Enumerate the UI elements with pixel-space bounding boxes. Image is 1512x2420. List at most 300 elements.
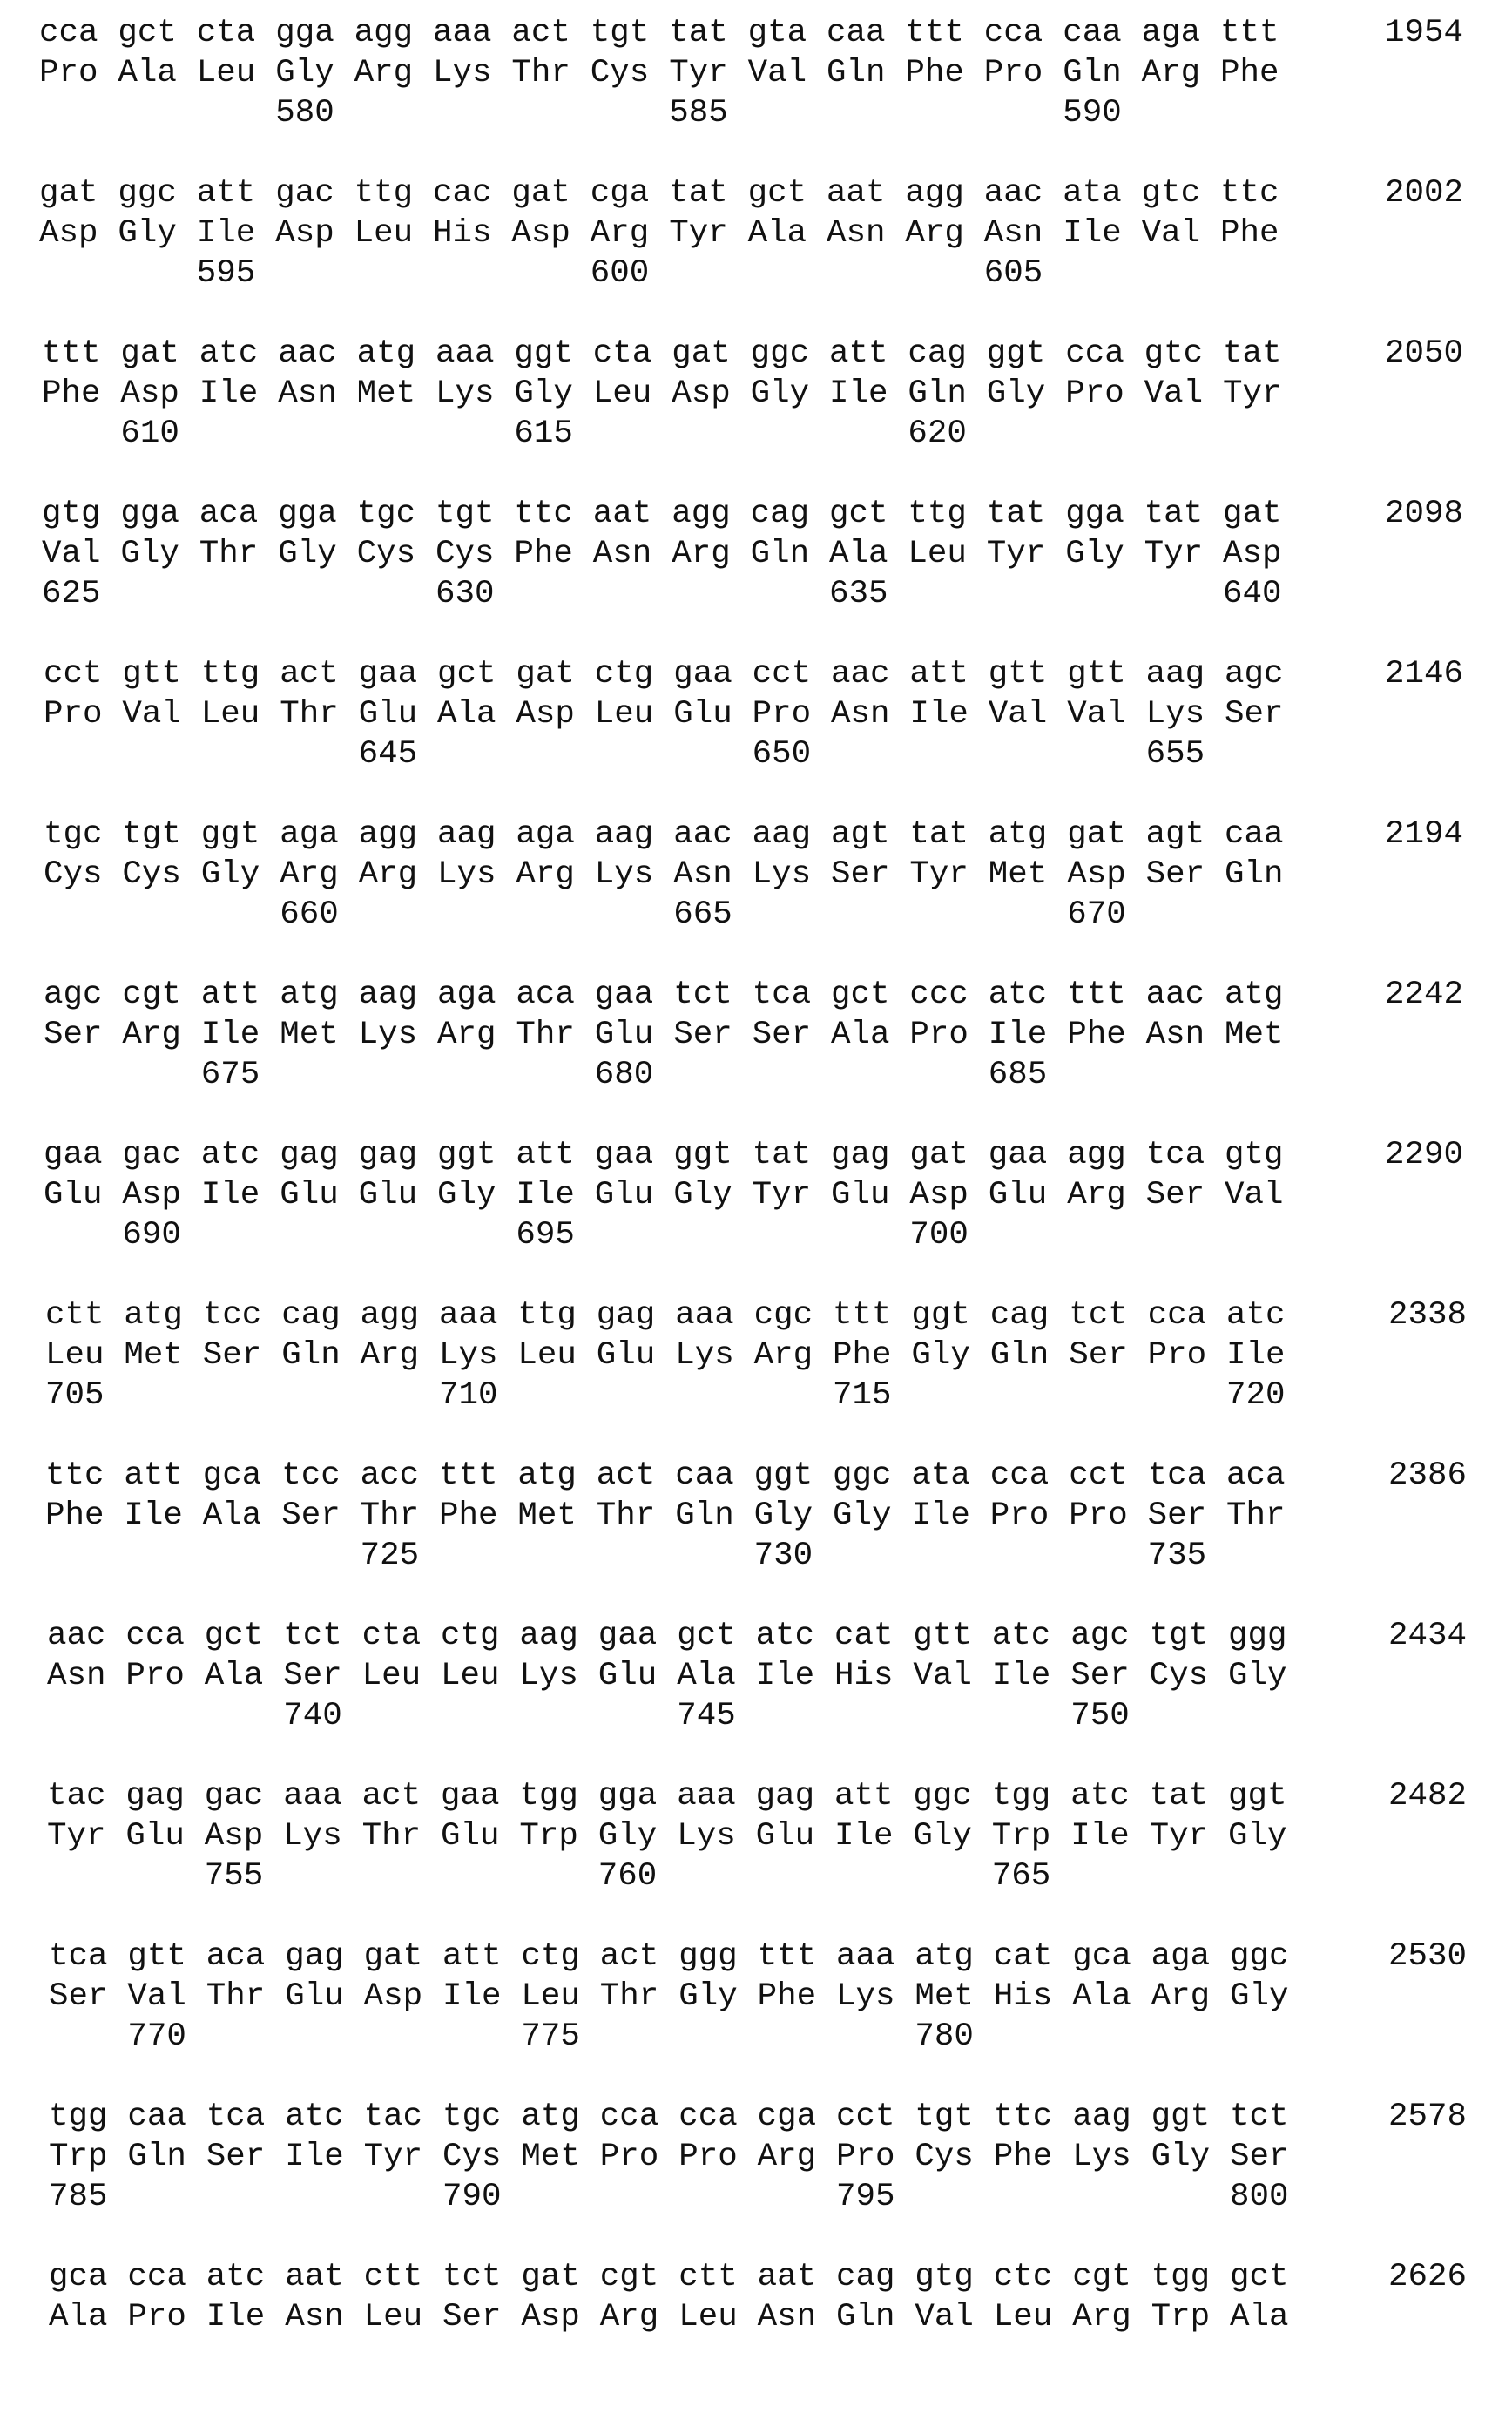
codon: gac [275,175,334,212]
residue-number: 765 [991,1858,1051,1895]
amino-acid: Met [915,1978,974,2015]
codon: ctt [363,2259,423,2295]
amino-acid: Gly [1065,536,1124,572]
residue-number: 735 [1147,1538,1207,1574]
codon: att [829,335,888,372]
residue-number: 785 [49,2179,108,2215]
amino-acid: Ser [1145,1177,1205,1213]
amino-acid: Leu [678,2299,738,2336]
codon: agt [1145,816,1205,853]
codon: aaa [836,1938,895,1975]
amino-acid: Arg [358,856,418,893]
codon: ggt [514,335,573,372]
amino-acid: Ser [673,1017,732,1053]
amino-acid: Glu [358,696,418,733]
amino-acid: Ser [283,1658,342,1694]
codon: gca [49,2259,108,2295]
residue-number: 705 [45,1377,105,1414]
codon: tct [442,2259,502,2295]
amino-acid: Asp [909,1177,969,1213]
amino-acid: Tyr [669,55,728,91]
codon: gaa [594,1137,654,1173]
amino-acid: Lys [836,1978,895,2015]
codon: ttc [993,2099,1053,2135]
amino-acid: Glu [125,1818,185,1855]
codon: cca [125,1618,185,1654]
codon: aag [1145,656,1205,693]
codon: aat [285,2259,344,2295]
nucleotide-position: 2098 [1385,496,1464,532]
amino-acid: Ala [831,1017,890,1053]
codon: cag [750,496,810,532]
amino-acid: Asn [827,215,886,252]
codon: cca [983,15,1043,51]
codon: aat [592,496,652,532]
codon: gga [1065,496,1124,532]
amino-acid: Lys [677,1818,736,1855]
amino-acid: Asp [275,215,334,252]
amino-acid: Asp [122,1177,181,1213]
amino-acid: Ile [199,375,259,412]
amino-acid: Met [521,2139,580,2175]
residue-number: 700 [909,1217,969,1254]
codon: gtc [1141,175,1201,212]
amino-acid: Ser [202,1337,262,1374]
amino-acid: Ala [829,536,888,572]
codon: cct [836,2099,895,2135]
codon: aac [47,1618,106,1654]
amino-acid: Arg [1151,1978,1211,2015]
amino-acid: Leu [592,375,652,412]
codon: ctg [441,1618,500,1654]
codon: agc [1070,1618,1130,1654]
residue-number: 620 [908,416,967,452]
amino-acid: Phe [1067,1017,1126,1053]
amino-acid: Gly [1228,1658,1287,1694]
amino-acid: Gly [597,1818,658,1855]
amino-acid: Pro [678,2139,738,2175]
codon: agg [360,1297,420,1334]
amino-acid: Val [1144,375,1204,412]
codon: gct [204,1618,264,1654]
amino-acid: Phe [993,2139,1053,2175]
residue-number: 795 [836,2179,895,2215]
codon: gtt [988,656,1048,693]
amino-acid: Arg [757,2139,817,2175]
codon: tac [47,1778,106,1815]
codon: atg [517,1457,577,1494]
amino-acid: Ile [200,1177,260,1213]
amino-acid: Glu [755,1818,815,1855]
codon: ttt [1220,15,1279,51]
codon: cta [592,335,652,372]
codon: gat [363,1938,423,1975]
codon: atg [356,335,416,372]
amino-acid: Pro [752,696,812,733]
amino-acid: Ile [755,1658,815,1694]
codon: agc [44,977,103,1013]
codon: att [200,977,260,1013]
codon: ggt [1151,2099,1211,2135]
codon: caa [1063,15,1122,51]
residue-number: 780 [915,2018,974,2055]
codon: cca [1147,1297,1207,1334]
codon: ggg [678,1938,738,1975]
amino-acid: Gly [120,536,179,572]
codon: aag [594,816,654,853]
amino-acid: Leu [908,536,967,572]
codon: cac [433,175,492,212]
codon: gat [672,335,731,372]
residue-number: 585 [669,95,728,132]
codon: aac [673,816,732,853]
sequence-block [0,1939,1512,2099]
codon: gtg [915,2259,974,2295]
sequence-block [0,1779,1512,1939]
residue-number: 665 [673,896,732,933]
codon: aac [983,175,1043,212]
codon: gta [747,15,807,51]
codon: aat [827,175,886,212]
codon: act [599,1938,659,1975]
amino-acid: Tyr [47,1818,106,1855]
amino-acid: Asn [285,2299,344,2336]
amino-acid: Ile [1226,1337,1286,1374]
amino-acid: Gly [437,1177,496,1213]
amino-acid: Ala [1230,2299,1289,2336]
codon: acc [360,1457,420,1494]
amino-acid: Glu [988,1177,1048,1213]
amino-acid: Ile [1070,1818,1130,1855]
residue-number: 690 [122,1217,181,1254]
codon: gtt [913,1618,972,1654]
codon: caa [1225,816,1284,853]
codon: ttt [905,15,964,51]
codon: att [196,175,256,212]
codon: gct [677,1618,736,1654]
amino-acid: Ile [834,1818,894,1855]
amino-acid: Arg [437,1017,496,1053]
codon: cga [757,2099,817,2135]
codon: cag [836,2259,895,2295]
amino-acid: Ala [747,215,807,252]
codon: agt [831,816,890,853]
amino-acid: Thr [511,55,570,91]
amino-acid: Ile [1063,215,1122,252]
amino-acid: Gln [281,1337,341,1374]
codon: tgg [991,1778,1051,1815]
codon: tct [1069,1297,1128,1334]
amino-acid: Ser [1070,1658,1130,1694]
codon: cta [196,15,256,51]
amino-acid: Leu [521,1978,580,2015]
residue-number: 710 [439,1377,498,1414]
codon: tct [673,977,732,1013]
amino-acid: Glu [441,1818,500,1855]
amino-acid: Cys [915,2139,974,2175]
amino-acid: His [993,1978,1053,2015]
sequence-block [0,336,1512,497]
codon: gtg [1225,1137,1284,1173]
codon: ttg [517,1297,577,1334]
codon: tca [206,2099,266,2135]
sequence-block [0,16,1512,176]
amino-acid: Gln [827,55,886,91]
amino-acid: Thr [280,696,339,733]
residue-number: 740 [283,1698,342,1734]
codon: att [909,656,969,693]
codon: cca [127,2259,186,2295]
amino-acid: Asn [278,375,337,412]
amino-acid: Val [1141,215,1201,252]
amino-acid: Ser [206,2139,266,2175]
codon: act [511,15,570,51]
codon: gag [831,1137,890,1173]
amino-acid: Ile [124,1497,183,1534]
amino-acid: Trp [519,1818,578,1855]
amino-acid: Cys [356,536,416,572]
amino-acid: Val [1225,1177,1284,1213]
codon: gat [1067,816,1126,853]
codon: att [124,1457,183,1494]
codon: ggc [913,1778,972,1815]
amino-acid: Ser [831,856,890,893]
amino-acid: Tyr [669,215,728,252]
codon: atc [206,2259,266,2295]
residue-number: 590 [1063,95,1122,132]
codon: act [280,656,339,693]
amino-acid: Ser [752,1017,812,1053]
codon: aaa [675,1297,734,1334]
nucleotide-position: 2002 [1385,175,1464,212]
amino-acid: His [433,215,492,252]
amino-acid: Phe [833,1337,892,1374]
amino-acid: Ile [909,696,969,733]
codon: atc [991,1618,1051,1654]
amino-acid: Tyr [363,2139,423,2175]
residue-number: 650 [752,736,812,773]
codon: gct [1230,2259,1289,2295]
nucleotide-position: 2578 [1388,2099,1468,2135]
amino-acid: Ser [442,2299,502,2336]
amino-acid: Glu [831,1177,890,1213]
codon: ttc [1220,175,1279,212]
codon: gag [596,1297,656,1334]
codon: gga [278,496,337,532]
amino-acid: Tyr [1223,375,1282,412]
amino-acid: Lys [752,856,812,893]
amino-acid: Pro [125,1658,185,1694]
codon: tgg [1151,2259,1211,2295]
codon: cca [678,2099,738,2135]
amino-acid: Arg [753,1337,813,1374]
codon: gat [39,175,98,212]
codon: tat [1144,496,1204,532]
amino-acid: Trp [991,1818,1051,1855]
amino-acid: Thr [360,1497,420,1534]
codon: cat [834,1618,894,1654]
amino-acid: Gln [1225,856,1284,893]
amino-acid: Glu [673,696,732,733]
codon: cct [44,656,103,693]
nucleotide-position: 2530 [1388,1938,1468,1975]
amino-acid: Thr [199,536,259,572]
amino-acid: Leu [363,2299,423,2336]
codon: cca [599,2099,659,2135]
amino-acid: Gly [673,1177,732,1213]
nucleotide-position: 2434 [1388,1618,1468,1654]
sequence-block [0,657,1512,817]
codon: tgg [519,1778,578,1815]
amino-acid: Arg [360,1337,420,1374]
codon: ggc [750,335,810,372]
amino-acid: Lys [439,1337,498,1374]
codon: ttg [200,656,260,693]
residue-number: 625 [42,576,101,612]
residue-number: 755 [204,1858,264,1895]
amino-acid: Val [122,696,181,733]
codon: caa [675,1457,734,1494]
codon: gaa [594,977,654,1013]
codon: agg [1067,1137,1126,1173]
codon: aaa [435,335,495,372]
codon: aag [358,977,418,1013]
codon: aga [1151,1938,1211,1975]
codon: ggt [200,816,260,853]
residue-number: 750 [1070,1698,1130,1734]
nucleotide-position: 2242 [1385,977,1464,1013]
codon: cca [1065,335,1124,372]
amino-acid: Phe [1220,215,1279,252]
codon: aga [437,977,496,1013]
amino-acid: Met [280,1017,339,1053]
amino-acid: Asn [47,1658,106,1694]
codon: att [834,1778,894,1815]
codon: gat [516,656,575,693]
codon: tct [1230,2099,1289,2135]
codon: caa [827,15,886,51]
amino-acid: Glu [594,1017,654,1053]
amino-acid: Ser [1145,856,1205,893]
codon: tca [49,1938,108,1975]
codon: atc [988,977,1048,1013]
codon: ata [911,1457,970,1494]
amino-acid: Asn [673,856,732,893]
codon: tcc [202,1297,262,1334]
codon: ggt [986,335,1046,372]
residue-number: 685 [988,1057,1048,1093]
amino-acid: Thr [1226,1497,1286,1534]
amino-acid: Asp [672,375,731,412]
codon: gat [511,175,570,212]
codon: ttg [354,175,414,212]
sequence-block [0,2260,1512,2420]
amino-acid: Met [988,856,1048,893]
codon: agg [905,175,964,212]
amino-acid: Asp [1223,536,1282,572]
amino-acid: Ser [44,1017,103,1053]
residue-number: 615 [514,416,573,452]
amino-acid: Phe [45,1497,105,1534]
codon: act [361,1778,422,1815]
codon: att [442,1938,502,1975]
amino-acid: Val [127,1978,186,2015]
amino-acid: Pro [1065,375,1124,412]
codon: ttg [908,496,967,532]
codon: gac [204,1778,264,1815]
residue-number: 715 [833,1377,892,1414]
codon: ctt [45,1297,105,1334]
amino-acid: Pro [127,2299,186,2336]
amino-acid: Arg [599,2299,659,2336]
codon: aga [280,816,339,853]
amino-acid: Gly [1151,2139,1211,2175]
amino-acid: Tyr [986,536,1046,572]
amino-acid: Asp [516,696,575,733]
codon: gat [120,335,179,372]
codon: act [596,1457,656,1494]
amino-acid: Gly [678,1978,738,2015]
codon: aca [516,977,575,1013]
codon: gat [1223,496,1282,532]
amino-acid: Gly [753,1497,813,1534]
nucleotide-position: 2194 [1385,816,1464,853]
codon: gac [122,1137,181,1173]
codon: ggc [118,175,177,212]
amino-acid: Thr [361,1818,422,1855]
residue-number: 605 [983,255,1043,292]
amino-acid: Arg [354,55,414,91]
amino-acid: Tyr [1149,1818,1209,1855]
sequence-block [0,2099,1512,2260]
codon: gct [829,496,888,532]
amino-acid: Gly [911,1337,970,1374]
amino-acid: Ser [281,1497,341,1534]
amino-acid: Ala [202,1497,262,1534]
codon: aac [278,335,337,372]
codon: tgt [122,816,181,853]
amino-acid: Gly [118,215,177,252]
codon: ctg [521,1938,580,1975]
codon: gaa [597,1618,658,1654]
amino-acid: Glu [44,1177,103,1213]
codon: tat [752,1137,812,1173]
codon: ttc [514,496,573,532]
codon: agg [358,816,418,853]
codon: ggt [1228,1778,1287,1815]
amino-acid: Pro [1147,1337,1207,1374]
codon: ggc [833,1457,892,1494]
codon: gct [831,977,890,1013]
codon: ttt [1067,977,1126,1013]
amino-acid: Leu [441,1658,500,1694]
codon: cga [590,175,650,212]
codon: gct [747,175,807,212]
nucleotide-position: 2626 [1388,2259,1468,2295]
amino-acid: Cys [590,55,650,91]
codon: ttt [42,335,101,372]
codon: aac [1145,977,1205,1013]
amino-acid: Val [915,2299,974,2336]
residue-number: 655 [1145,736,1205,773]
codon: gtc [1144,335,1204,372]
amino-acid: Asp [39,215,98,252]
codon: aca [199,496,259,532]
amino-acid: Gln [836,2299,895,2336]
codon: aag [519,1618,578,1654]
codon: aca [1226,1457,1286,1494]
amino-acid: Asn [592,536,652,572]
